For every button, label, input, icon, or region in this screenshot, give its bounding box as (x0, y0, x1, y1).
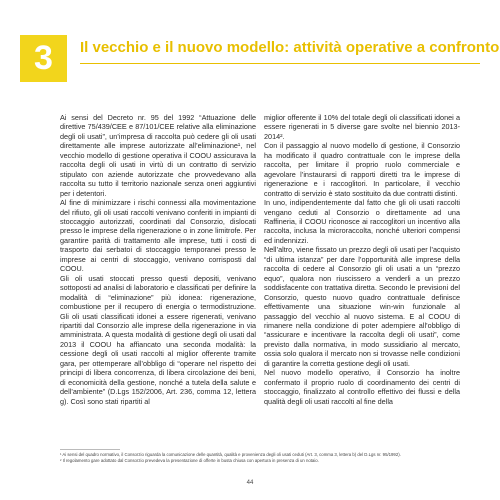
footnotes (60, 452, 460, 464)
page-number: 44 (246, 480, 254, 486)
title-rule (80, 63, 480, 64)
footnote-rule (60, 449, 120, 450)
paragraph: In uno, indipendentemente dal fatto che gli oli usati raccolti vengano ceduti al Consorzio o direttamente ad una Raffineria, il COOU riconosce ai raccoglitori un incentivo alla raccolta, inclusa la microraccolta, nonché ulteriori compensi ed indennizzi. (264, 198, 460, 245)
footnote: ¹ Ai sensi del quadro normativo, il Consorzio riguarda la comunicazione delle quantità, qualità e provenienza degli oli usati ceduti (Art. 3, comma 3, lettera b) del D.Lgs nr. 95/1992). (60, 452, 401, 457)
paragraph: Gli oli usati stoccati presso questi depositi, venivano sottoposti ad analisi di laboratorio e classificati per definire la modalità di “eliminazione” più idonea: rigenerazione, combustione per il recupero di energia o termodistruzione. Gli oli usati classificati idonei a essere rigenerati, venivano ripartiti dal Consorzio alle imprese della rigenerazione in via amministrata. A questa modalità di gestione degli oli usati dal 2013 il COOU ha affiancato una seconda modalità: la cessione degli oli usati raccolti al miglior offerente tramite gara, per ottemperare all’obbligo di “operare nel rispetto dei principi di libera concorrenza, di libera circolazione dei beni, di economicità della gestione, nonché a tutela della salute e dell’ambiente” (D.Lgs 152/2006, Art. 236, comma 12, lettera g). Così sono stati ripartiti al (60, 273, 256, 406)
paragraph: Con il passaggio al nuovo modello di gestione, il Consorzio ha modificato il quadro contrattuale con le imprese della raccolta, per limitare il proprio ruolo commerciale e agevolare l’instaurarsi di rapporti diretti tra le imprese di rigenerazione e i raccoglitori. In particolare, il vecchio contratto di servizio è stato sostituito da due contratti distinti. (264, 141, 460, 198)
chapter-title: Il vecchio e il nuovo modello: attività operative a confronto (80, 39, 500, 56)
right-column (264, 113, 460, 406)
left-column (60, 113, 256, 406)
paragraph: Al fine di minimizzare i rischi connessi alla movimentazione del rifiuto, gli oli usati raccolti venivano conferiti in impianti di stoccaggio autorizzati, coordinati dal Consorzio, dislocati presso le imprese della rigenerazione o in zone limitrofe. Per garantire parità di trattamento alle imprese, tutti i costi di trasporto dai serbatoi di stoccaggio temporanei presso le imprese ai centri di stoccaggio, venivano corrisposti dal COOU. (60, 198, 256, 274)
footnote: ² Il regolamento gare adottato dal Consorzio prevedeva la presentazione di offerte in busta chiusa con apertura in presenza di un notaio. (60, 458, 319, 463)
paragraph: Nel nuovo modello operativo, il Consorzio ha inoltre confermato il proprio ruolo di coordinamento dei centri di stoccaggio, finalizzato al controllo effettivo dei flussi e della qualità degli oli usati raccolti al fine della (264, 368, 460, 406)
chapter-number-box: 3 (20, 35, 67, 82)
paragraph: miglior offerente il 10% del totale degli oli classificati idonei a essere rigenerati in 5 diverse gare svolte nel biennio 2013-2014². (264, 113, 460, 141)
paragraph: Ai sensi del Decreto nr. 95 del 1992 “Attuazione delle direttive 75/439/CEE e 87/101/CEE relative alla eliminazione degli oli usati”, un’impresa di raccolta può cedere gli oli usati direttamente alle imprese autorizzate all’eliminazione¹, nel vecchio modello di gestione operativa il COOU assicurava la raccolta degli oli usati in virtù di un contratto di servizio stipulato con aziende autorizzate che provvedevano alla raccolta su tutto il territorio nazionale senza oneri aggiuntivi per i detentori. (60, 113, 256, 198)
paragraph: Nell’altro, viene fissato un prezzo degli oli usati per l’acquisto “di ultima istanza” per dare l’opportunità alle imprese della raccolta di cedere al Consorzio gli oli usati a un “prezzo equo”, qualora non riuscissero a venderli a un prezzo soddisfacente con trattativa diretta. Secondo le previsioni del Consorzio, questo nuovo quadro contrattuale definisce effettivamente una situazione win-win funzionale al passaggio del vecchio al nuovo sistema. E al COOU di rimanere nella condizione di poter adempiere all’obbligo di “assicurare e incentivare la raccolta degli oli usati”, come previsto dalla normativa, in modo sussidiario al mercato, ossia solo qualora il mercato non si trovasse nelle condizioni di garantire la corretta gestione degli oli usati. (264, 245, 460, 368)
